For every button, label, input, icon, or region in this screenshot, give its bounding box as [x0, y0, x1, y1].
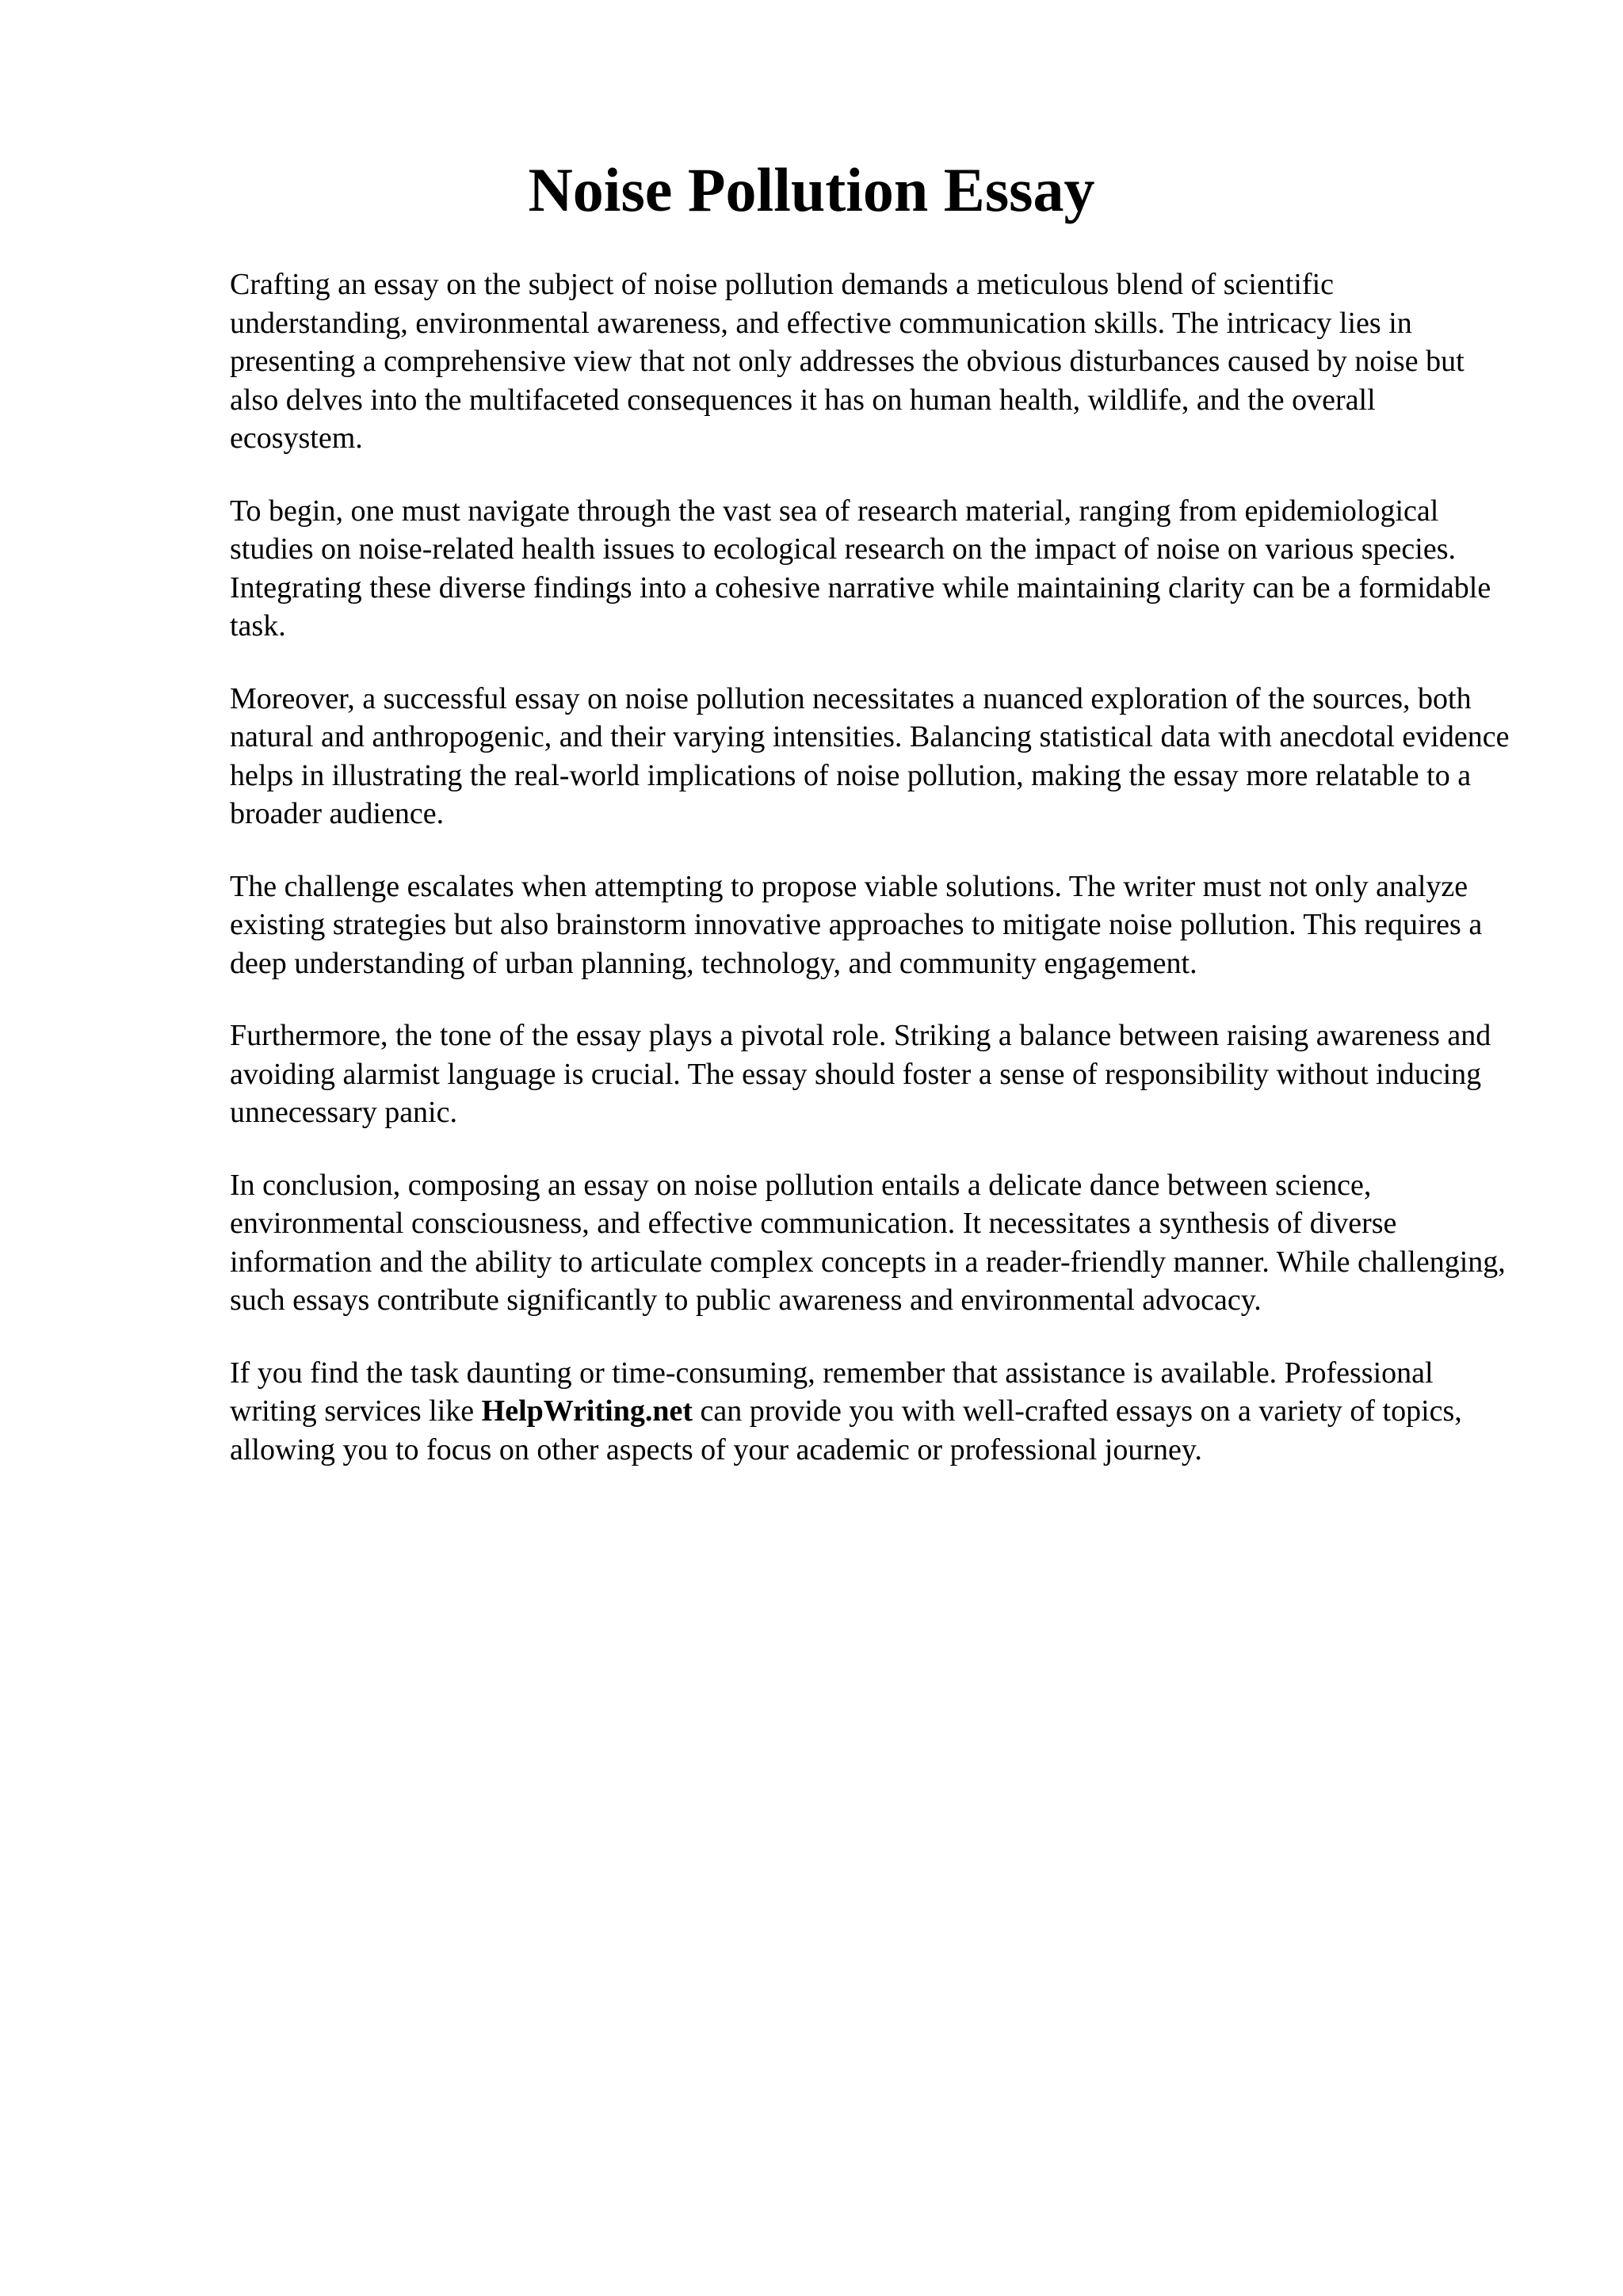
document-body: [230, 265, 1514, 1503]
paragraph-closing: [230, 1354, 1514, 1470]
paragraph-1: Crafting an essay on the subject of noise pollution demands a meticulous blend of scientific understanding, environmental awareness, and effective communication skills. The intricacy lies in presenting a comprehensive view that not only addresses the obvious disturbances caused by noise but also delves into the multifaceted consequences it has on human health, wildlife, and the overall ecosystem.: [230, 268, 1465, 455]
paragraph-3: Moreover, a successful essay on noise pollution necessitates a nuanced exploration of the sources, both natural and anthropogenic, and their varying intensities. Balancing statistical data with anecdotal evidence helps in illustrating the real-world implications of noise pollution, making the essay more relatable to a broader audience.: [230, 681, 1510, 830]
paragraph-4: The challenge escalates when attempting to propose viable solutions. The writer must not only analyze existing strategies but also brainstorm innovative approaches to mitigate noise pollution. This requires a deep understanding of urban planning, technology, and community engagement.: [230, 869, 1483, 980]
brand-name: HelpWriting.net: [481, 1394, 693, 1428]
paragraph-2: To begin, one must navigate through the vast sea of research material, ranging from epidemiological studies on noise-related health issues to ecological research on the impact of noise on various species. Integrating these diverse findings into a cohesive narrative while maintaining clarity can be a formidable task.: [230, 494, 1491, 643]
closing-text-after: can provide you with well-crafted essays on a variety of topics, allowing you to focus on other aspects of your academic or professional journey.: [230, 1394, 1462, 1466]
document-title: Noise Pollution Essay: [528, 155, 1095, 224]
paragraph-5: Furthermore, the tone of the essay plays a pivotal role. Striking a balance between raising awareness and avoiding alarmist language is crucial. The essay should foster a sense of responsibility without inducing unnecessary panic.: [230, 1019, 1491, 1129]
closing-text-before: If you find the task daunting or time-consuming, remember that assistance is available. Professional writing services like: [230, 1356, 1434, 1428]
paragraph-6: In conclusion, composing an essay on noise pollution entails a delicate dance between science, environmental consciousness, and effective communication. It necessitates a synthesis of diverse information and the ability to articulate complex concepts in a reader-friendly manner. While challenging, such essays contribute significantly to public awareness and environmental advocacy.: [230, 1168, 1506, 1317]
